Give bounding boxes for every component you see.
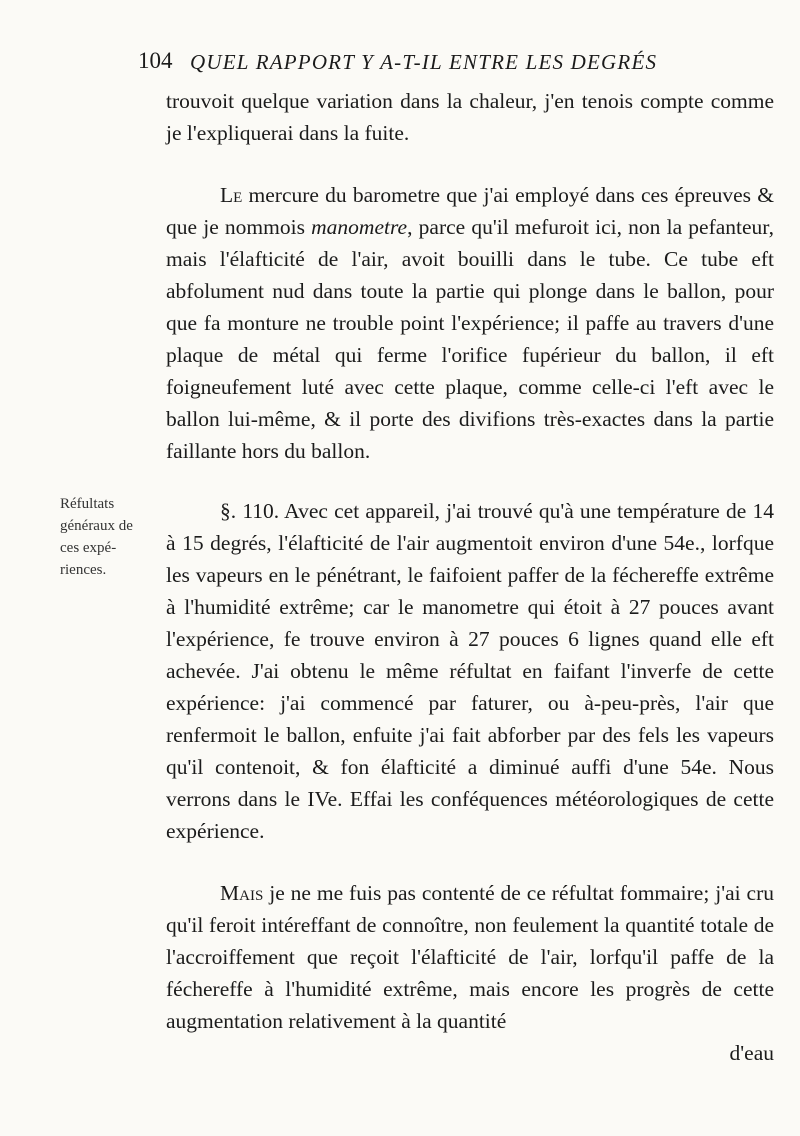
paragraph-1: trouvoit quelque variation dans la chaleur, j'en tenois compte comme je l'expliquerai dans la fuite. bbox=[166, 89, 774, 145]
paragraph-3: §. 110. Avec cet appareil, j'ai trouvé qu'à une température de 14 à 15 degrés, l'élafticité de l'air augmentoit environ d'une 54e., lorfque les vapeurs en le pénétrant, le faifoient paffer de la féchereffe extrême à l'humidité extrême; car le manometre qui étoit à 27 pouces avant l'expérience, fe trouve environ à 27 pouces 6 lignes quand elle eft achevée. J'ai obtenu le même réfultat en faifant l'inverfe de cette expérience: j'ai commencé par faturer, ou à-peu-près, l'air que renfermoit le ballon, enfuite j'ai fait abforber par des fels les vapeurs qu'il contenoit, & fon élafticité a diminué auffi d'une 54e. Nous verrons dans le IVe. Effai les conféquences météorologiques de cette expérience. bbox=[166, 499, 774, 843]
body-text bbox=[166, 85, 774, 1069]
margin-note-line: généraux de bbox=[60, 518, 133, 534]
paragraph-4: Mais je ne me fuis pas contenté de ce réfultat fommaire; j'ai cru qu'il feroit intéreffant de connoître, non feulement la quantité totale de l'accroiffement que reçoit l'élafticité de l'air, lorfqu'il paffe de la féchereffe à l'humidité extrême, mais encore les progrès de cette augmentation relativement à la quantité bbox=[166, 881, 774, 1033]
margin-note-line: ces expé- bbox=[60, 540, 117, 556]
margin-note-line: riences. bbox=[60, 562, 107, 578]
paragraph-lead-word: Le bbox=[220, 183, 243, 207]
page-number: 104 bbox=[138, 48, 173, 73]
running-head: QUEL RAPPORT Y A-T-IL ENTRE LES DEGRÉS bbox=[190, 50, 658, 74]
section-marker: §. 110. Avec bbox=[220, 499, 328, 523]
paragraph-lead-word: Mais bbox=[220, 881, 264, 905]
catchword: d'eau bbox=[729, 1041, 774, 1065]
margin-note-line: Réfultats bbox=[60, 496, 115, 512]
margin-note bbox=[60, 493, 156, 581]
page-header bbox=[138, 46, 778, 82]
paragraph-2: Le mercure du barometre que j'ai employé dans ces épreuves & que je nommois manometre, parce qu'il mefuroit ici, non la pefanteur, mais l'élafticité de l'air, avoit bouilli dans le tube. Ce tube eft abfolument nud dans toute la partie qui plonge dans le ballon, pour que fa monture ne trouble point l'expérience; il paffe au travers d'une plaque de métal qui ferme l'orifice fupérieur du ballon, il eft foigneufement luté avec cette plaque, comme celle-ci l'eft avec le ballon lui-même, & il porte des divifions très-exactes dans la partie faillante hors du ballon. bbox=[166, 183, 774, 463]
italic-term: manometre bbox=[311, 215, 408, 239]
